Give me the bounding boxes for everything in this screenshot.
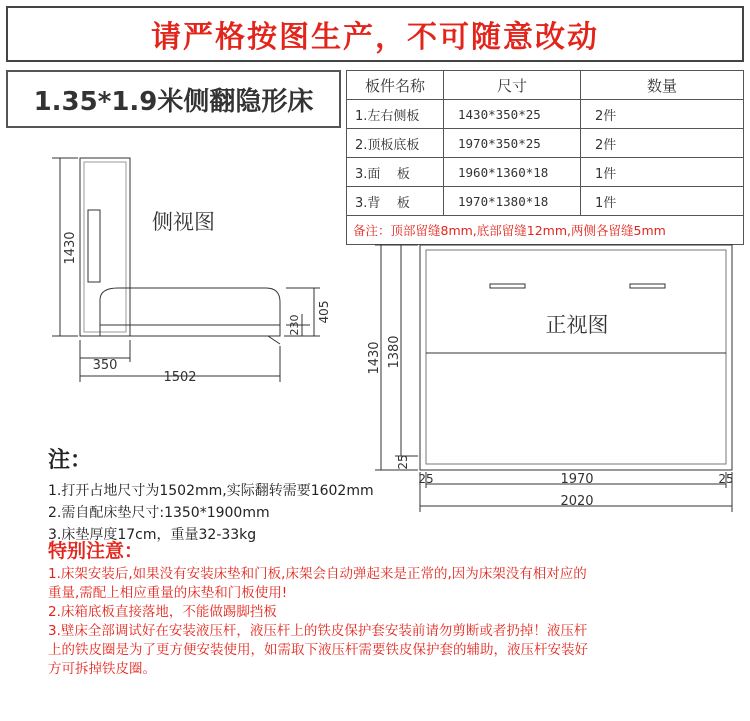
dim-230-label: 230 <box>288 314 301 336</box>
note-line: 2.需自配床垫尺寸:1350*1900mm <box>48 505 270 521</box>
side-bed-leg <box>268 336 280 344</box>
table-row <box>347 158 744 187</box>
dim-405-label: 405 <box>317 300 331 324</box>
special-heading: 特别注意： <box>48 540 144 562</box>
special-line: 1.床架安装后,如果没有安装床垫和门板,床架会自动弹起来是正常的,因为床架没有相对应的 <box>48 566 587 582</box>
special-line: 3.壁床全部调试好在安装液压杆，液压杆上的铁皮保护套安装前请勿剪断或者扔掉！液压杆 <box>48 623 588 639</box>
row-size: 1430*350*25 <box>444 100 581 129</box>
note-line: 3.床垫厚度17cm，重量32-33kg <box>48 527 257 543</box>
row-qty: 2件 <box>581 129 744 158</box>
dim-open-label: 1502 <box>163 370 197 385</box>
table-row <box>347 100 744 129</box>
dim-height-outer-label: 1430 <box>367 341 382 375</box>
row-qty: 1件 <box>581 158 744 187</box>
row-qty: 1件 <box>581 187 744 216</box>
dim-height-inner-label: 1380 <box>387 335 402 369</box>
special-notice-section <box>48 542 738 679</box>
special-line: 重量,需配上相应重量的床垫和门板使用! <box>48 585 288 601</box>
dim-outer-width-label: 2020 <box>560 494 594 509</box>
special-line: 上的铁皮圈是为了更方便安装使用，如需取下液压杆需要铁皮保护套的辅助，液压杆安装好 <box>48 642 588 658</box>
dim-25-left-label: 25 <box>418 472 434 486</box>
product-title: 1.35*1.9米侧翻隐形床 <box>6 70 341 128</box>
row-name: 2.顶板底板 <box>347 129 444 158</box>
notes-section <box>48 443 738 546</box>
table-note: 备注：顶部留缝8mm,底部留缝12mm,两侧各留缝5mm <box>347 216 744 245</box>
side-cabinet-inner <box>84 162 126 332</box>
row-size: 1970*350*25 <box>444 129 581 158</box>
table-row <box>347 129 744 158</box>
parts-table <box>346 70 744 245</box>
side-view-label: 侧视图 <box>152 210 215 234</box>
side-cabinet-slot <box>88 210 100 282</box>
row-qty: 2件 <box>581 100 744 129</box>
front-cabinet-outline <box>420 245 732 470</box>
side-bed-profile <box>100 288 280 325</box>
header-name: 板件名称 <box>347 71 444 100</box>
front-view-label: 正视图 <box>545 313 609 337</box>
special-line: 方可拆掉铁皮圈。 <box>48 661 156 677</box>
row-name: 3.背 板 <box>347 187 444 216</box>
side-bed-base <box>100 325 280 336</box>
header-qty: 数量 <box>581 71 744 100</box>
side-view-diagram <box>0 140 345 390</box>
warning-banner: 请严格按图生产，不可随意改动 <box>6 6 744 62</box>
row-size: 1970*1380*18 <box>444 187 581 216</box>
dim-25-right-label: 25 <box>718 472 734 486</box>
header-size: 尺寸 <box>444 71 581 100</box>
dim-depth-label: 350 <box>92 358 118 373</box>
front-cabinet-inner <box>426 250 726 464</box>
table-row <box>347 187 744 216</box>
row-name: 3.面 板 <box>347 158 444 187</box>
dim-25-bottom-label: 25 <box>396 454 410 470</box>
table-header-row <box>347 71 744 100</box>
note-line: 1.打开占地尺寸为1502mm,实际翻转需要1602mm <box>48 483 374 499</box>
front-handle-left <box>490 284 525 288</box>
row-size: 1960*1360*18 <box>444 158 581 187</box>
dim-height-label: 1430 <box>63 231 78 265</box>
dim-inner-width-label: 1970 <box>560 472 594 487</box>
notes-heading: 注： <box>48 448 93 473</box>
front-handle-right <box>630 284 665 288</box>
row-name: 1.左右侧板 <box>347 100 444 129</box>
special-line: 2.床箱底板直接落地，不能做踢脚挡板 <box>48 604 277 620</box>
